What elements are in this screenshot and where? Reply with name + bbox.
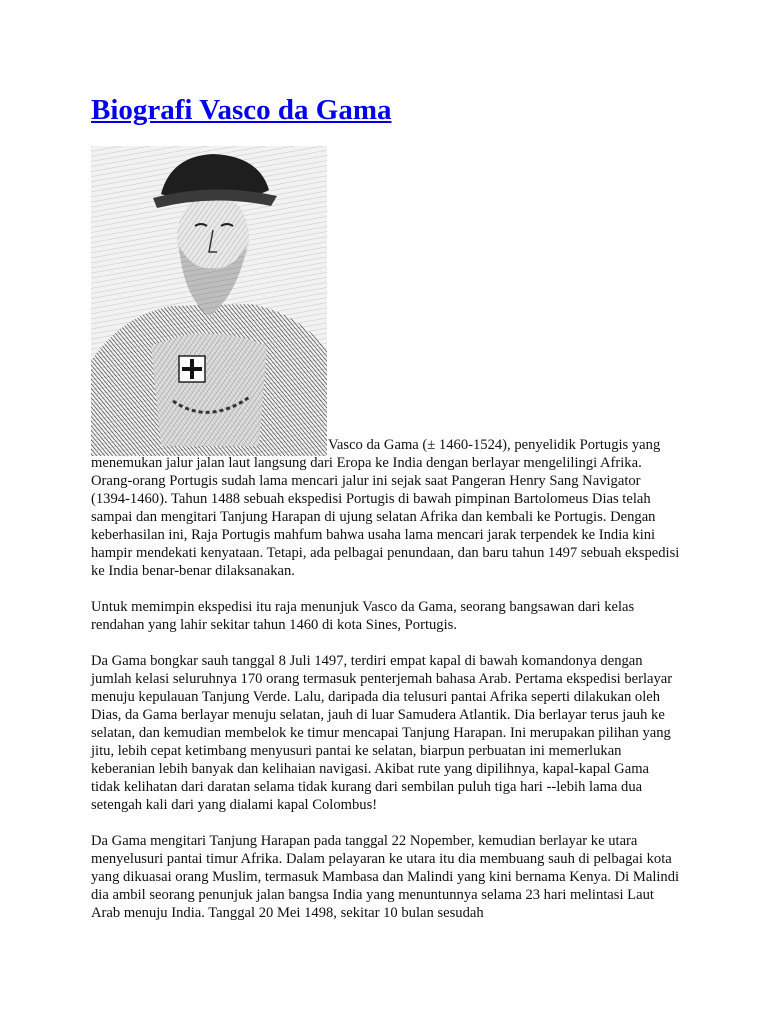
paragraph-3: Da Gama bongkar sauh tanggal 8 Juli 1497, terdiri empat kapal di bawah komandonya dengan jumlah kelasi seluruhnya 170 orang termasuk penterjemah bahasa Arab. Pertama ekspedisi berlayar menuju kepulauan Tanjung Verde. Lalu, daripada dia telusuri pantai Afrika seperti dilakukan oleh Dias, da Gama berlayar menuju selatan, jauh di luar Samudera Atlantik. Dia berlayar terus jauh ke selatan, dan kemudian membelok ke timur mencapai Tanjung Harapan. Ini merupakan pilihan yang jitu, lebih cepat ketimbang menyusuri pantai ke selatan, biarpun perbuatan ini memerlukan keberanian lebih banyak dan kelihaian navigasi. Akibat rute yang dipilihnya, kapal-kapal Gama tidak kelihatan dari daratan selama tidak kurang dari sembilan puluh tiga hari --lebih lama dua setengah kali dari yang dialami kapal Colombus! xyxy=(91,653,673,813)
page-title[interactable]: Biografi Vasco da Gama xyxy=(91,94,392,126)
article-body xyxy=(91,436,681,940)
paragraph-4: Da Gama mengitari Tanjung Harapan pada tanggal 22 Nopember, kemudian berlayar ke utara menyelusuri pantai timur Afrika. Dalam pelayaran ke utara itu dia membuang sauh di pelbagai kota yang dikuasai orang Muslim, termasuk Mambasa dan Malindi yang kini bernama Kenya. Di Malindi dia ambil seorang penunjuk jalan bangsa India yang menuntunnya selama 23 hari melintasi Laut Arab menuju India. Tanggal 20 Mei 1498, sekitar 10 bulan sesudah xyxy=(91,833,680,921)
portrait-image xyxy=(91,146,327,456)
image-text-spacer xyxy=(91,436,328,454)
engraved-portrait-icon xyxy=(91,146,327,456)
paragraph-1: Vasco da Gama (± 1460-1524), penyelidik Portugis yang menemukan jalur jalan laut langsung dari Eropa ke India dengan berlayar mengelilingi Afrika. Orang-orang Portugis sudah lama mencari jalur ini sejak saat Pangeran Henry Sang Navigator (1394-1460). Tahun 1488 sebuah ekspedisi Portugis di bawah pimpinan Bartolomeus Dias telah sampai dan mengitari Tanjung Harapan di ujung selatan Afrika dan kembali ke Portugis. Dengan keberhasilan ini, Raja Portugis mahfum bahwa usaha lama mencari jarak terpendek ke India kini hampir mendekati kenyataan. Tetapi, ada pelbagai penundaan, dan baru tahun 1497 sebuah ekspedisi ke India benar-benar dilaksanakan. xyxy=(91,437,680,579)
paragraph-2: Untuk memimpin ekspedisi itu raja menunjuk Vasco da Gama, seorang bangsawan dari kelas rendahan yang lahir sekitar tahun 1460 di kota Sines, Portugis. xyxy=(91,599,635,633)
